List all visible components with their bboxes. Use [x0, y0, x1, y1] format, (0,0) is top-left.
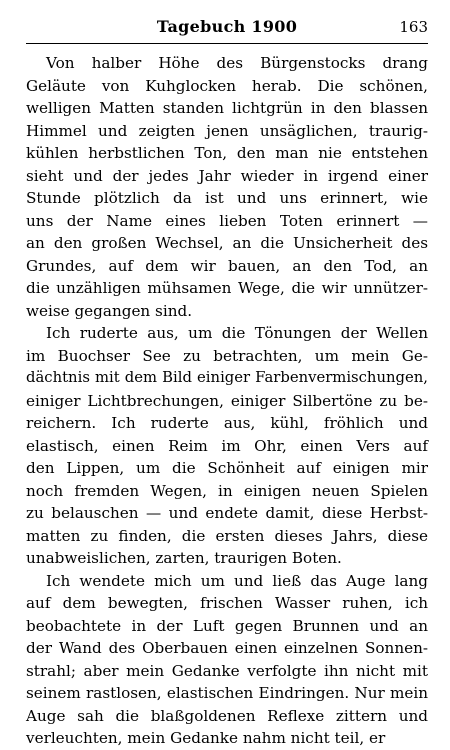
paragraph: [26, 570, 428, 750]
text-line: auf dem bewegten, frischen Wasser ruhen, ich: [26, 594, 428, 612]
text-line: zu belauschen — und endete damit, diese Herbst-: [26, 504, 428, 522]
text-line: welligen Matten standen lichtgrün in den blassen: [26, 99, 428, 117]
text-line: Ich ruderte aus, um die Tönungen der Wellen: [46, 324, 428, 342]
text-line: strahl; aber mein Gedanke verfolgte ihn nicht mit: [26, 661, 428, 680]
text-line: Stunde plötzlich da ist und uns erinnert, wie: [26, 189, 428, 207]
text-line: dächtnis mit dem Bild einiger Farbenvermischungen,: [26, 369, 428, 386]
text-line: Geläute von Kuhglocken herab. Die schönen,: [26, 76, 428, 95]
running-title: Tagebuch 1900: [156, 17, 298, 36]
text-line: weise gegangen sind.: [26, 301, 193, 320]
text-line: uns der Name eines lieben Toten erinnert —: [26, 211, 428, 230]
text-line: die unzähligen mühsamen Wege, die wir unnützer-: [26, 279, 428, 297]
text-line: einiger Lichtbrechungen, einiger Silbertöne zu be-: [26, 391, 428, 410]
text-line: an den großen Wechsel, an die Unsicherheit des: [26, 234, 428, 252]
text-line: unabweislichen, zarten, traurigen Boten.: [26, 549, 342, 567]
text-line: noch fremden Wegen, in einigen neuen Spielen: [26, 481, 428, 500]
body-text: [26, 52, 428, 750]
text-line: seinem rastlosen, elastischen Eindringen. Nur mein: [26, 684, 428, 702]
text-line: kühlen herbstlichen Ton, den man nie entstehen: [26, 144, 428, 162]
paragraph: [26, 52, 428, 322]
text-line: reichern. Ich ruderte aus, kühl, fröhlich und: [26, 414, 428, 432]
text-line: im Buochser See zu betrachten, um mein Ge-: [26, 346, 428, 365]
running-header: [26, 16, 428, 38]
text-line: der Wand des Oberbauen einen einzelnen Sonnen-: [26, 639, 428, 657]
text-line: elastisch, einen Reim im Ohr, einen Vers auf: [26, 436, 428, 455]
text-line: den Lippen, um die Schönheit auf einigen mir: [26, 459, 428, 477]
text-line: Himmel und zeigten jenen unsäglichen, traurig-: [26, 121, 428, 140]
text-line: verleuchten, mein Gedanke nahm nicht teil, er: [26, 729, 386, 747]
page-number: 163: [399, 18, 428, 36]
text-line: beobachtete in der Luft gegen Brunnen und an: [26, 616, 428, 635]
text-line: Ich wendete mich um und ließ das Auge lang: [46, 571, 428, 590]
text-line: Auge sah die blaßgoldenen Reflexe zittern und: [26, 706, 428, 725]
text-line: matten zu finden, die ersten dieses Jahrs, diese: [26, 526, 428, 545]
text-line: Von halber Höhe des Bürgenstocks drang: [46, 54, 428, 72]
paragraph: [26, 322, 428, 570]
text-line: Grundes, auf dem wir bauen, an den Tod, an: [26, 256, 428, 275]
text-line: sieht und der jedes Jahr wieder in irgend einer: [26, 166, 428, 185]
header-rule: [26, 43, 428, 44]
